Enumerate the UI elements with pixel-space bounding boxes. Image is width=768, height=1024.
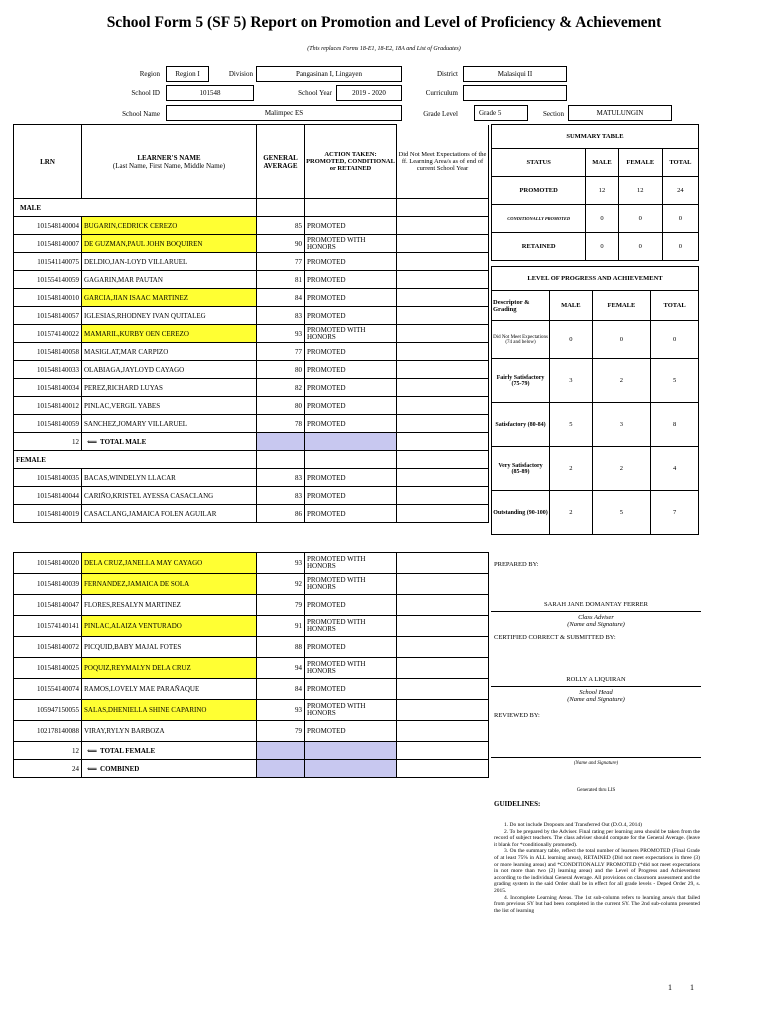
learner-did-not-meet: [397, 721, 489, 742]
learner-average: 93: [257, 325, 305, 343]
learner-action: PROMOTED: [305, 307, 397, 325]
reviewed-label: REVIEWED BY:: [494, 712, 540, 719]
level-h-female: FEMALE: [592, 291, 650, 321]
summary-male: 12: [586, 177, 618, 205]
learner-did-not-meet: [397, 217, 489, 235]
learner-name: SANCHEZ,JOMARY VILLARUEL: [82, 415, 257, 433]
guidelines-body: [494, 822, 700, 914]
learner-lrn: 101541140075: [14, 253, 82, 271]
male-header: MALE: [14, 199, 257, 217]
learner-action: PROMOTED: [305, 415, 397, 433]
learner-row: [14, 325, 489, 343]
learner-name: DELDIO,JAN-LOYD VILLARUEL: [82, 253, 257, 271]
learner-did-not-meet: [397, 361, 489, 379]
learner-average: 83: [257, 487, 305, 505]
learner-name: CASACLANG,JAMAICA FOLEN AGUILAR: [82, 505, 257, 523]
learner-did-not-meet: [397, 289, 489, 307]
total-label-text: TOTAL FEMALE: [100, 747, 156, 755]
guideline-item: 3. On the summary table, reflect the total number of learners PROMOTED (Final Grade of at least 75% in ALL learning areas), RETAINED (Did not meet expectations in three (3) or more learning areas) and *CONDITIONALLY PROMOTED (*did not meet expectations in not more than two (2) learning areas) and the Level of Progress and Achievement according to the individual General Average. All provisions on classroom assessment and the grading system in the said Order shall be in effect for all grade levels - Deped Order 29, s. 2015.: [494, 848, 700, 894]
learner-average: 77: [257, 253, 305, 271]
learner-action: PROMOTED WITH HONORS: [305, 553, 397, 574]
form-subtitle: (This replaces Forms 18-E1, 18-E2, 18A and List of Graduates): [307, 46, 461, 52]
form-title: School Form 5 (SF 5) Report on Promotion and Level of Proficiency & Achievement: [106, 14, 662, 31]
learner-lrn: 101548140012: [14, 397, 82, 415]
summary-h-female: FEMALE: [618, 149, 662, 177]
learner-row: [14, 343, 489, 361]
learner-name: PICQUID,BABY MAJAL FOTES: [82, 637, 257, 658]
learner-name: PINLAC,VERGIL YABES: [82, 397, 257, 415]
total-count: 24: [14, 760, 82, 778]
learner-did-not-meet: [397, 658, 489, 679]
learner-lrn: 101574140141: [14, 616, 82, 637]
learner-row: [14, 487, 489, 505]
learner-did-not-meet: [397, 415, 489, 433]
total-count: 12: [14, 742, 82, 760]
head-name: ROLLY A LIQUIRAN: [491, 676, 701, 687]
learner-action: PROMOTED: [305, 637, 397, 658]
learner-row: [14, 505, 489, 523]
level-female: 2: [592, 447, 650, 491]
school-year-value: 2019 - 2020: [336, 85, 402, 101]
level-h-total: TOTAL: [651, 291, 699, 321]
learner-did-not-meet: [397, 253, 489, 271]
learner-lrn: 101548140034: [14, 379, 82, 397]
learner-average: 79: [257, 721, 305, 742]
learner-lrn: 101574140022: [14, 325, 82, 343]
summary-male: 0: [586, 205, 618, 233]
level-total: 0: [651, 321, 699, 359]
guideline-item: 2. To be prepared by the Adviser. Final rating per learning area should be taken from the record of subject teachers. The class adviser should compute for the General Average. (leave it blank for *conditionally promoted).: [494, 828, 700, 848]
col-lrn: LRN: [14, 125, 82, 199]
learner-name: FERNANDEZ,JAMAICA DE SOLA: [82, 574, 257, 595]
learner-row: [14, 361, 489, 379]
section-value: MATULUNGIN: [568, 105, 672, 121]
head-role: School Head: [579, 689, 613, 696]
level-male: 5: [550, 403, 593, 447]
learner-row: [14, 253, 489, 271]
col-name: LEARNER'S NAME (Last Name, First Name, Middle Name): [82, 125, 257, 199]
learner-average: 93: [257, 553, 305, 574]
learner-name: OLABIAGA,JAYLOYD CAYAGO: [82, 361, 257, 379]
summary-female: 0: [618, 205, 662, 233]
learner-action: PROMOTED: [305, 289, 397, 307]
learner-did-not-meet: [397, 397, 489, 415]
learner-row: [14, 700, 489, 721]
learner-lrn: 101548140072: [14, 637, 82, 658]
learner-average: 80: [257, 397, 305, 415]
grade-level-label: Grade Level: [423, 110, 458, 118]
total-average: [257, 760, 305, 778]
learner-average: 77: [257, 343, 305, 361]
learner-row: [14, 271, 489, 289]
total-row: [14, 433, 489, 451]
learner-name: MASIGLAT,MAR CARPIZO: [82, 343, 257, 361]
learner-action: PROMOTED: [305, 217, 397, 235]
division-label: Division: [228, 70, 253, 78]
learner-average: 79: [257, 595, 305, 616]
learner-average: 84: [257, 679, 305, 700]
total-row: [14, 742, 489, 760]
level-title: LEVEL OF PROGRESS AND ACHIEVEMENT: [492, 267, 699, 291]
level-h-desc: Descriptor & Grading: [492, 291, 550, 321]
learner-action: PROMOTED: [305, 505, 397, 523]
learner-name: PEREZ,RICHARD LUYAS: [82, 379, 257, 397]
level-desc: Fairly Satisfactory (75-79): [492, 359, 550, 403]
arrow-left-icon: ⟸: [87, 765, 98, 773]
summary-female: 0: [618, 233, 662, 261]
level-female: 5: [592, 491, 650, 535]
learner-action: PROMOTED: [305, 271, 397, 289]
region-value: Region I: [166, 66, 209, 82]
learner-row: [14, 415, 489, 433]
learner-action: PROMOTED: [305, 253, 397, 271]
learner-lrn: 101548140035: [14, 469, 82, 487]
total-label-text: TOTAL MALE: [100, 438, 147, 446]
school-year-label: School Year: [298, 89, 332, 97]
total-label: [82, 742, 257, 760]
summary-h-male: MALE: [586, 149, 618, 177]
learner-lrn: 101554140074: [14, 679, 82, 700]
learner-lrn: 101548140047: [14, 595, 82, 616]
learner-did-not-meet: [397, 271, 489, 289]
learner-action: PROMOTED WITH HONORS: [305, 235, 397, 253]
reviewed-line: [491, 757, 701, 758]
summary-status: PROMOTED: [492, 177, 586, 205]
generated-note: Generated thru LIS: [576, 788, 616, 793]
school-id-label: School ID: [131, 89, 160, 97]
level-desc: Outstanding (90-100): [492, 491, 550, 535]
learner-name: GARCIA,JIAN ISAAC MARTINEZ: [82, 289, 257, 307]
learner-row: [14, 679, 489, 700]
curriculum-label: Curriculum: [425, 89, 458, 97]
level-female: 3: [592, 403, 650, 447]
learner-lrn: 101548140025: [14, 658, 82, 679]
learner-lrn: 101548140044: [14, 487, 82, 505]
guidelines-title: GUIDELINES:: [494, 800, 541, 808]
learner-did-not-meet: [397, 574, 489, 595]
district-value: Malasiqui II: [463, 66, 567, 82]
learner-action: PROMOTED: [305, 397, 397, 415]
learner-action: PROMOTED WITH HONORS: [305, 700, 397, 721]
learner-name: MAMARIL,KURBY OEN CEREZO: [82, 325, 257, 343]
summary-male: 0: [586, 233, 618, 261]
level-table: [491, 266, 699, 535]
learner-name: CARIÑO,KRISTEL AYESSA CASACLANG: [82, 487, 257, 505]
summary-h-status: STATUS: [492, 149, 586, 177]
summary-total: 0: [662, 205, 698, 233]
total-did-not-meet: [397, 433, 489, 451]
total-count: 12: [14, 433, 82, 451]
total-label-text: COMBINED: [100, 765, 140, 773]
learner-lrn: 101554140059: [14, 271, 82, 289]
learners-table-bottom: [13, 552, 489, 778]
learner-name: PINLAC,ALAIZA VENTURADO: [82, 616, 257, 637]
curriculum-value: [463, 85, 567, 101]
learner-did-not-meet: [397, 679, 489, 700]
learner-name: POQUIZ,REYMALYN DELA CRUZ: [82, 658, 257, 679]
level-male: 0: [550, 321, 593, 359]
learner-row: [14, 616, 489, 637]
adviser-name: SARAH JANE DOMANTAY FERRER: [491, 601, 701, 612]
summary-female: 12: [618, 177, 662, 205]
learner-name: SALAS,DHENIELLA SHINE CAPARINO: [82, 700, 257, 721]
learner-action: PROMOTED: [305, 487, 397, 505]
learner-row: [14, 307, 489, 325]
learner-action: PROMOTED: [305, 379, 397, 397]
school-id-value: 101548: [166, 85, 254, 101]
level-female: 2: [592, 359, 650, 403]
learner-did-not-meet: [397, 379, 489, 397]
guideline-item: 1. Do not include Dropouts and Transferred Out (D.O.4, 2014): [504, 822, 642, 828]
summary-status: CONDITIONALLY PROMOTED: [492, 205, 586, 233]
learner-average: 83: [257, 469, 305, 487]
arrow-left-icon: ⟸: [87, 438, 98, 446]
learner-lrn: 101548140057: [14, 307, 82, 325]
total-did-not-meet: [397, 760, 489, 778]
learner-did-not-meet: [397, 343, 489, 361]
division-value: Pangasinan I, Lingayen: [256, 66, 402, 82]
learner-lrn: 102178140088: [14, 721, 82, 742]
learner-action: PROMOTED WITH HONORS: [305, 325, 397, 343]
total-action: [305, 433, 397, 451]
learner-row: [14, 217, 489, 235]
guideline-item: 4. Incomplete Learning Areas. The 1st sub-column refers to learning area/s that failed from previous SY but had been completed in the current SY. The 2nd sub-column presented the list of learning: [494, 894, 700, 914]
learner-name: GAGARIN,MAR PAUTAN: [82, 271, 257, 289]
region-label: Region: [139, 70, 160, 78]
total-did-not-meet: [397, 742, 489, 760]
learner-row: [14, 235, 489, 253]
learner-action: PROMOTED: [305, 469, 397, 487]
learner-did-not-meet: [397, 307, 489, 325]
level-h-male: MALE: [550, 291, 593, 321]
learner-row: [14, 595, 489, 616]
grade-level-value: Grade 5: [474, 105, 528, 121]
learner-lrn: 101548140007: [14, 235, 82, 253]
learner-average: 81: [257, 271, 305, 289]
learner-row: [14, 289, 489, 307]
learner-lrn: 101548140020: [14, 553, 82, 574]
learner-did-not-meet: [397, 637, 489, 658]
learner-did-not-meet: [397, 505, 489, 523]
learner-row: [14, 637, 489, 658]
learner-name: FLORES,RESALYN MARTINEZ: [82, 595, 257, 616]
school-name-value: Malimpec ES: [166, 105, 402, 121]
summary-status: RETAINED: [492, 233, 586, 261]
learner-average: 86: [257, 505, 305, 523]
learner-action: PROMOTED WITH HONORS: [305, 658, 397, 679]
learner-lrn: 105947150055: [14, 700, 82, 721]
learner-row: [14, 469, 489, 487]
learner-action: PROMOTED: [305, 679, 397, 700]
learner-name: RAMOS,LOVELY MAE PARAÑAQUE: [82, 679, 257, 700]
learner-average: 78: [257, 415, 305, 433]
district-label: District: [437, 70, 458, 78]
learner-name: DE GUZMAN,PAUL JOHN BOQUIREN: [82, 235, 257, 253]
female-header: FEMALE: [14, 451, 257, 469]
learner-lrn: 101548140039: [14, 574, 82, 595]
learner-row: [14, 397, 489, 415]
certified-label: CERTIFIED CORRECT & SUBMITTED BY:: [494, 634, 616, 641]
level-male: 3: [550, 359, 593, 403]
learner-action: PROMOTED WITH HONORS: [305, 574, 397, 595]
level-total: 7: [651, 491, 699, 535]
learner-did-not-meet: [397, 595, 489, 616]
learner-action: PROMOTED: [305, 595, 397, 616]
combined-row: [14, 760, 489, 778]
school-name-label: School Name: [122, 110, 160, 118]
level-total: 4: [651, 447, 699, 491]
learner-name: VIRAY,RYLYN BARBOZA: [82, 721, 257, 742]
learner-did-not-meet: [397, 700, 489, 721]
learner-average: 85: [257, 217, 305, 235]
learner-lrn: 101548140059: [14, 415, 82, 433]
summary-total: 0: [662, 233, 698, 261]
learner-average: 88: [257, 637, 305, 658]
level-male: 2: [550, 491, 593, 535]
learner-average: 91: [257, 616, 305, 637]
summary-title: SUMMARY TABLE: [492, 125, 699, 149]
learner-row: [14, 574, 489, 595]
learner-average: 93: [257, 700, 305, 721]
total-action: [305, 760, 397, 778]
level-male: 2: [550, 447, 593, 491]
level-female: 0: [592, 321, 650, 359]
summary-h-total: TOTAL: [662, 149, 698, 177]
learners-table-top: [13, 124, 489, 525]
learner-average: 83: [257, 307, 305, 325]
learner-average: 80: [257, 361, 305, 379]
learner-average: 90: [257, 235, 305, 253]
summary-table: [491, 124, 699, 261]
learner-lrn: 101548140010: [14, 289, 82, 307]
section-label: Section: [543, 110, 564, 118]
learner-average: 82: [257, 379, 305, 397]
learner-row: [14, 721, 489, 742]
col-average: GENERAL AVERAGE: [257, 125, 305, 199]
learner-lrn: 101548140033: [14, 361, 82, 379]
learner-did-not-meet: [397, 325, 489, 343]
learner-lrn: 101548140019: [14, 505, 82, 523]
learner-name: DELA CRUZ,JANELLA MAY CAYAGO: [82, 553, 257, 574]
learner-did-not-meet: [397, 469, 489, 487]
prepared-by-label: PREPARED BY:: [494, 561, 539, 568]
learner-name: IGLESIAS,RHODNEY IVAN QUITALEG: [82, 307, 257, 325]
learner-did-not-meet: [397, 553, 489, 574]
total-average: [257, 433, 305, 451]
page-number-a: 1: [668, 983, 672, 992]
summary-total: 24: [662, 177, 698, 205]
learner-row: [14, 379, 489, 397]
learner-did-not-meet: [397, 487, 489, 505]
learner-action: PROMOTED: [305, 361, 397, 379]
adviser-sig-caption: (Name and Signature): [567, 621, 625, 628]
level-desc: Did Not Meet Expectations (74 and below): [492, 321, 550, 359]
col-did-not-meet: Did Not Meet Expectations of the ff. Learning Area/s as of end of current School Year: [397, 125, 489, 199]
head-sig-caption: (Name and Signature): [567, 696, 625, 703]
arrow-left-icon: ⟸: [87, 747, 98, 755]
level-desc: Satisfactory (80-84): [492, 403, 550, 447]
learner-action: PROMOTED: [305, 343, 397, 361]
learner-did-not-meet: [397, 616, 489, 637]
learner-average: 84: [257, 289, 305, 307]
learner-action: PROMOTED WITH HONORS: [305, 616, 397, 637]
level-desc: Very Satisfactory (85-89): [492, 447, 550, 491]
learner-row: [14, 658, 489, 679]
learner-lrn: 101548140004: [14, 217, 82, 235]
reviewed-sig-caption: (Name and Signature): [573, 761, 619, 766]
learner-average: 92: [257, 574, 305, 595]
learner-lrn: 101548140058: [14, 343, 82, 361]
learner-row: [14, 553, 489, 574]
col-action: ACTION TAKEN: PROMOTED, CONDITIONAL or RETAINED: [305, 125, 397, 199]
learner-action: PROMOTED: [305, 721, 397, 742]
total-label: [82, 433, 257, 451]
adviser-role: Class Adviser: [578, 614, 614, 621]
learner-name: BACAS,WINDELYN LLACAR: [82, 469, 257, 487]
learner-name: BUGARIN,CEDRICK CEREZO: [82, 217, 257, 235]
level-total: 5: [651, 359, 699, 403]
level-total: 8: [651, 403, 699, 447]
page-number-b: 1: [690, 983, 694, 992]
learner-did-not-meet: [397, 235, 489, 253]
total-average: [257, 742, 305, 760]
total-action: [305, 742, 397, 760]
learner-average: 94: [257, 658, 305, 679]
total-label: [82, 760, 257, 778]
